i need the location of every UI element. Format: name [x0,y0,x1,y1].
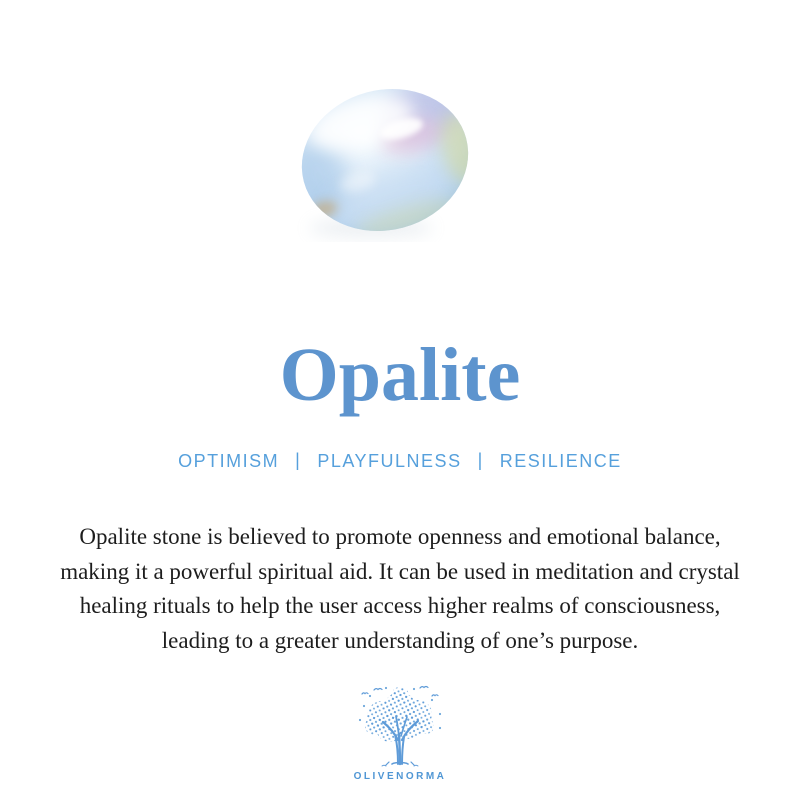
brand-logo [0,684,800,782]
description-line: making it a powerful spiritual aid. It can be used in meditation and crystal [60,558,740,584]
description-line: leading to a greater understanding of one’s purpose. [161,627,639,653]
description-line: healing rituals to help the user access higher realms of consciousness, [79,593,721,618]
trait-optimism: OPTIMISM [178,451,280,471]
trait-separator: | [477,450,484,470]
description-line: Opalite stone is believed to promote openness and emotional balance, [79,524,721,549]
trait-playfulness: PLAYFULNESS [317,451,462,471]
page-title: Opalite [279,333,521,417]
trait-resilience: RESILIENCE [499,451,622,471]
opalite-stone-icon [291,78,479,242]
description-paragraph [10,520,790,658]
olive-tree-icon [352,684,448,768]
traits-row [0,451,800,472]
brand-name: OLIVENORMA [353,771,447,782]
trait-separator: | [295,450,302,470]
opalite-stone-image [291,78,479,242]
